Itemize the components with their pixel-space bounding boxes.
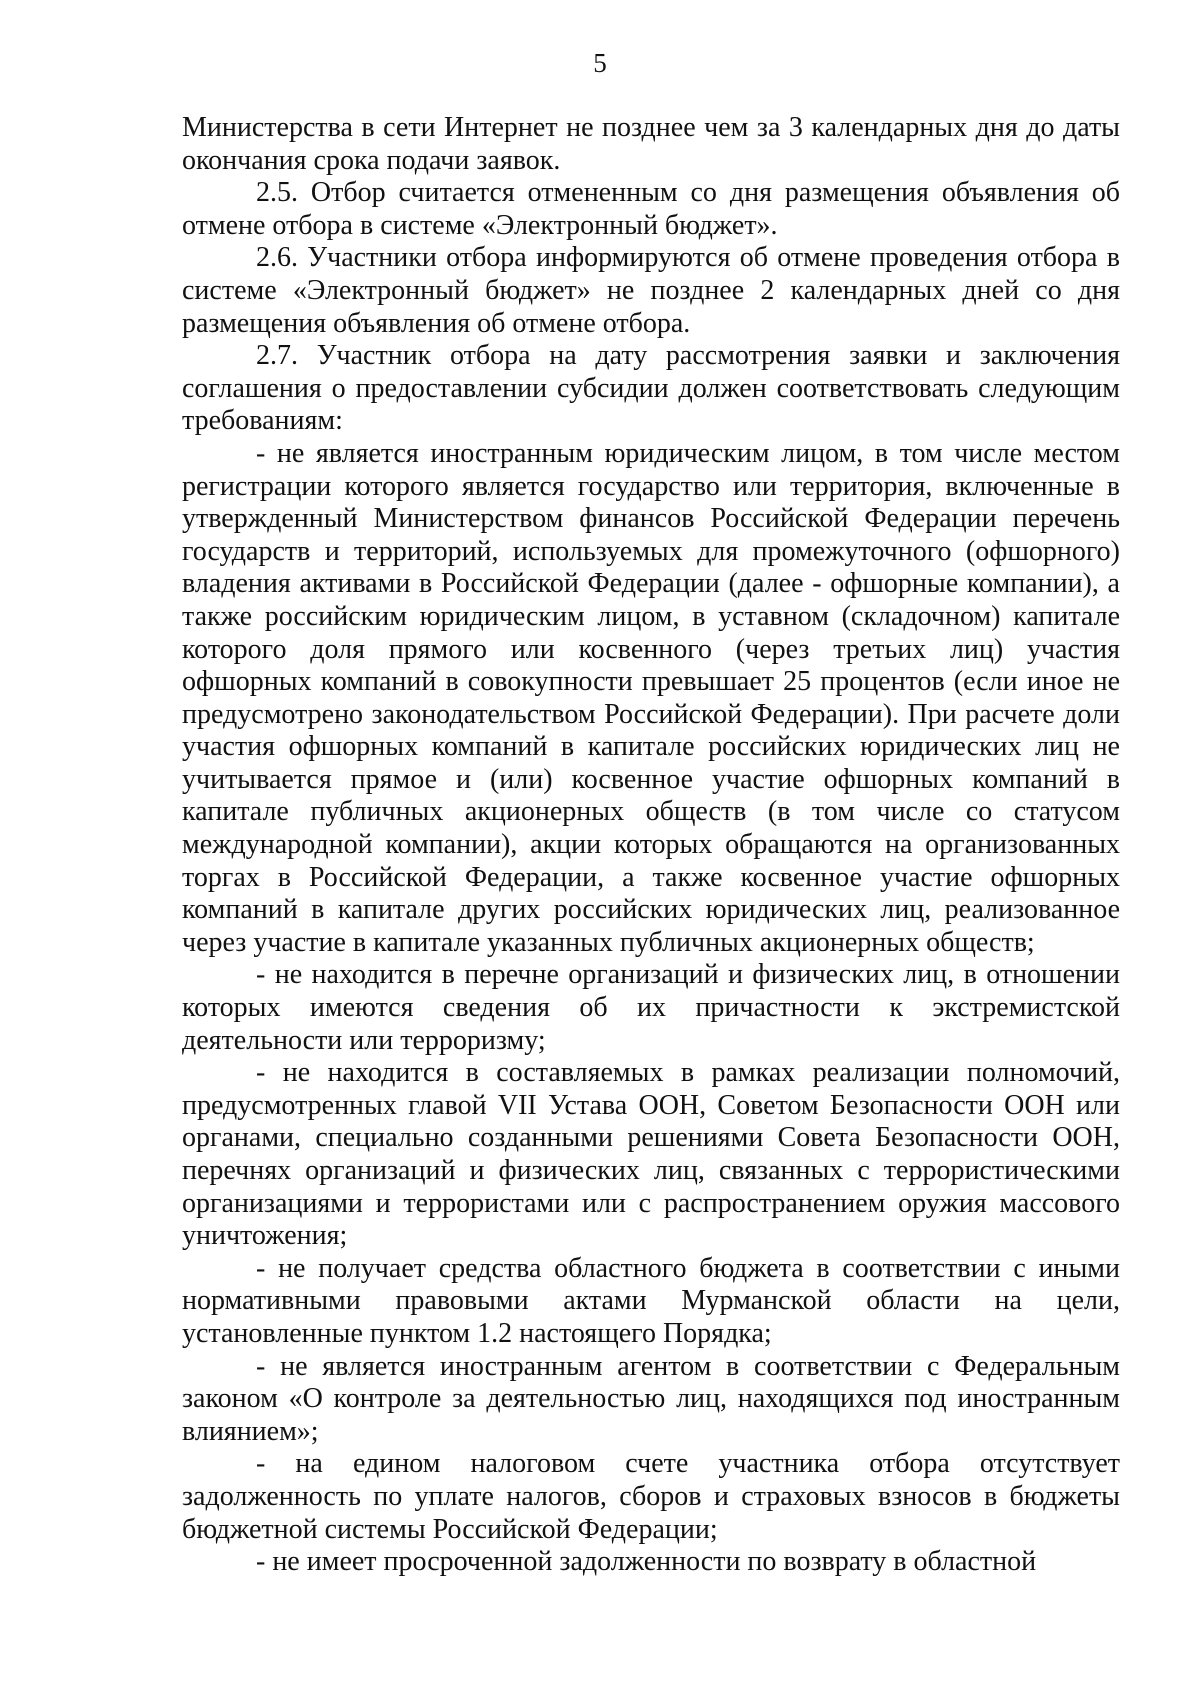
requirement-no-other-funding: - не получает средства областного бюджета в соответствии с иными нормативными правовыми актами Мурманской области на цели, установленные пунктом 1.2 настоящего Порядка; xyxy=(182,1252,1120,1349)
requirement-extremism-list: - не находится в перечне организаций и физических лиц, в отношении которых имеются сведения об их причастности к экстремистской деятельности или терроризму; xyxy=(182,959,1120,1056)
paragraph-2-6: 2.6. Участники отбора информируются об отмене проведения отбора в системе «Электронный бюджет» не позднее 2 календарных дней со дня размещения объявления об отмене отбора. xyxy=(182,242,1120,339)
requirement-un-sanctions-list: - не находится в составляемых в рамках реализации полномочий, предусмотренных главой VII Устава ООН, Советом Безопасности ООН или органами, специально созданными решениями Совета Безопасности ООН, перечнях организаций и физических лиц, связанных с террористическими организациями и террористами или с распространением оружия массового уничтожения; xyxy=(182,1057,1120,1252)
paragraph-continuation: Министерства в сети Интернет не позднее чем за 3 календарных дня до даты окончания срока подачи заявок. xyxy=(182,112,1120,176)
paragraph-2-7: 2.7. Участник отбора на дату рассмотрения заявки и заключения соглашения о предоставлении субсидии должен соответствовать следующим требованиям: xyxy=(182,340,1120,437)
page-number: 5 xyxy=(593,48,607,78)
requirement-not-foreign-agent: - не является иностранным агентом в соответствии с Федеральным законом «О контроле за деятельностью лиц, находящихся под иностранным влиянием»; xyxy=(182,1350,1120,1447)
paragraph-2-5: 2.5. Отбор считается отмененным со дня размещения объявления об отмене отбора в системе «Электронный бюджет». xyxy=(182,177,1120,241)
document-body xyxy=(182,112,1120,1579)
requirement-no-tax-debt: - на едином налоговом счете участника отбора отсутствует задолженность по уплате налогов, сборов и страховых взносов в бюджеты бюджетной системы Российской Федерации; xyxy=(182,1448,1120,1545)
requirement-offshore: - не является иностранным юридическим лицом, в том числе местом регистрации которого является государство или территория, включенные в утвержденный Министерством финансов Российской Федерации перечень государств и территорий, используемых для промежуточного (офшорного) владения активами в Российской Федерации (далее - офшорные компании), а также российским юридическим лицом, в уставном (складочном) капитале которого доля прямого или косвенного (через третьих лиц) участия офшорных компаний в совокупности превышает 25 процентов (если иное не предусмотрено законодательством Российской Федерации). При расчете доли участия офшорных компаний в капитале российских юридических лиц не учитывается прямое и (или) косвенное участие офшорных компаний в капитале публичных акционерных обществ (в том числе со статусом международной компании), акции которых обращаются на организованных торгах в Российской Федерации, а также косвенное участие офшорных компаний в капитале других российских юридических лиц, реализованное через участие в капитале указанных публичных акционерных обществ; xyxy=(182,437,1120,958)
requirement-no-overdue-debt: - не имеет просроченной задолженности по возврату в областной xyxy=(256,1546,1037,1578)
